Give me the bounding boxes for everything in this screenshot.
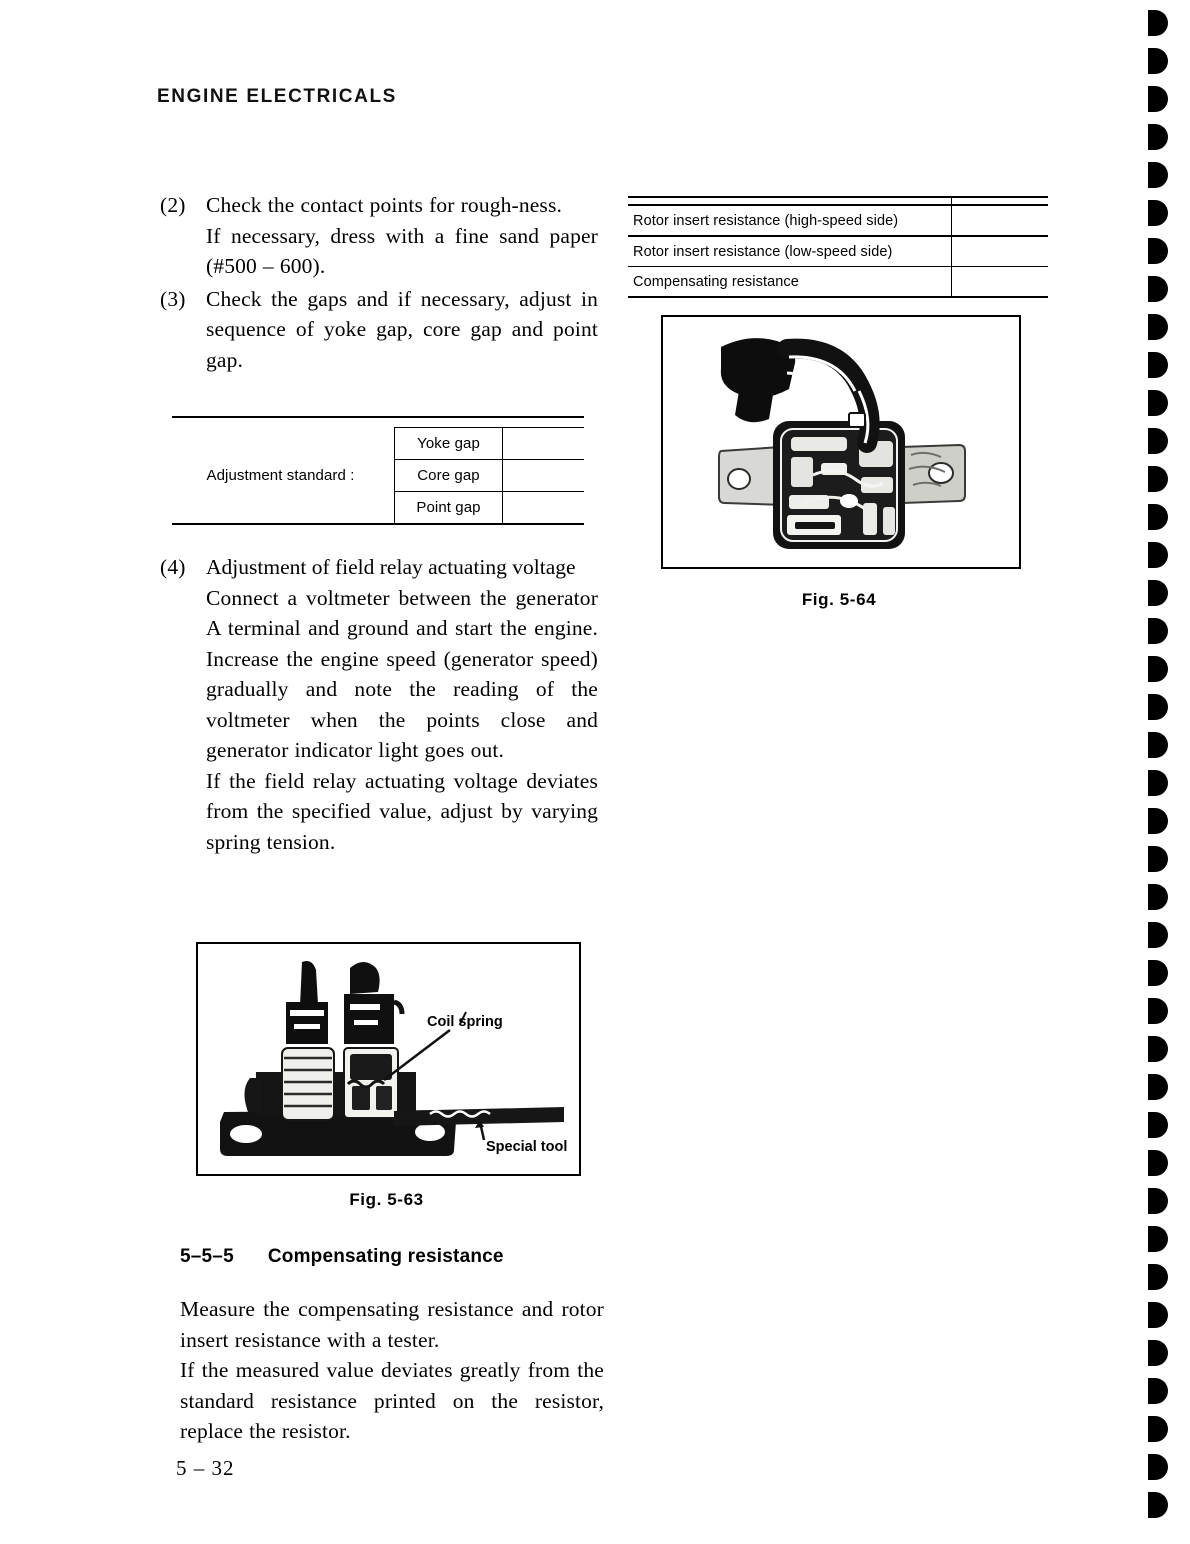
list-item (160, 284, 598, 376)
paragraph: Check the contact points for rough-ness. (206, 193, 562, 217)
gap-value-yoke (503, 428, 585, 460)
binding-hole (1148, 808, 1168, 834)
paragraph: If the field relay actuating voltage deviates from the specified value, adjust by varying spring tension. (206, 768, 598, 854)
binding-hole (1148, 276, 1168, 302)
list-item-body (206, 190, 598, 282)
table-row (172, 428, 584, 460)
binding-hole (1148, 504, 1168, 530)
binding-hole (1148, 238, 1168, 264)
adjustment-standard-table (172, 416, 584, 534)
gap-name-core: Core gap (395, 460, 503, 492)
binding-hole (1148, 960, 1168, 986)
binding-hole (1148, 1112, 1168, 1138)
resistance-label-low-speed: Rotor insert resistance (low-speed side) (628, 236, 952, 267)
paragraph: If necessary, dress with a fine sand paper (#500 – 600). (206, 223, 598, 278)
binding-hole (1148, 1340, 1168, 1366)
list-item-number: (3) (160, 286, 186, 311)
section-heading (180, 1246, 504, 1268)
binding-hole (1148, 1036, 1168, 1062)
paragraph: Measure the compensating resistance and rotor insert resistance with a tester. (180, 1297, 604, 1352)
figure-label-special-tool: Special tool (486, 1139, 568, 1155)
left-text-column (160, 190, 598, 377)
figure-label-coil-spring: Coil spring (427, 1014, 503, 1030)
gap-name-yoke: Yoke gap (395, 428, 503, 460)
binding-hole (1148, 1264, 1168, 1290)
binding-hole (1148, 124, 1168, 150)
page-number: 5 – 32 (176, 1456, 235, 1480)
binding-hole (1148, 1492, 1168, 1518)
binding-hole (1148, 200, 1168, 226)
binding-hole (1148, 1188, 1168, 1214)
list-item-body (206, 284, 598, 376)
binding-hole (1148, 694, 1168, 720)
resistance-label-high-speed: Rotor insert resistance (high-speed side) (628, 205, 952, 236)
table-rule (172, 524, 584, 534)
section-number: 5–5–5 (180, 1246, 234, 1267)
list-item (160, 190, 598, 282)
resistance-value-compensating (952, 267, 1049, 298)
figure-5-63-frame (196, 942, 581, 1176)
paragraph: If the measured value deviates greatly from the standard resistance printed on the resistor, replace the resistor. (180, 1358, 604, 1443)
binding-hole (1148, 656, 1168, 682)
figure-5-63-caption: Fig. 5-63 (349, 1190, 424, 1209)
gap-name-point: Point gap (395, 492, 503, 525)
list-item-number: (4) (160, 555, 186, 579)
table-row (628, 236, 1048, 267)
regulator-photo-illustration (663, 317, 1019, 567)
binding-hole (1148, 1150, 1168, 1176)
binding-hole (1148, 86, 1168, 112)
adjustment-standard-label: Adjustment standard : (172, 428, 395, 525)
resistance-value-low-speed (952, 236, 1049, 267)
binding-hole (1148, 542, 1168, 568)
binding-hole (1148, 1378, 1168, 1404)
section-title: Compensating resistance (267, 1246, 504, 1267)
gap-value-core (503, 460, 585, 492)
table-rule (172, 417, 584, 428)
resistance-table (628, 196, 1048, 298)
binding-hole (1148, 162, 1168, 188)
page-running-head: ENGINE ELECTRICALS (157, 86, 397, 107)
section-body (180, 1294, 604, 1447)
binding-hole (1148, 998, 1168, 1024)
binding-hole (1148, 618, 1168, 644)
binding-hole (1148, 10, 1168, 36)
list-item-body (206, 552, 598, 857)
resistance-value-high-speed (952, 205, 1049, 236)
binding-hole (1148, 1074, 1168, 1100)
binding-hole (1148, 846, 1168, 872)
figure-5-64-caption: Fig. 5-64 (801, 590, 877, 609)
list-item-number: (2) (160, 193, 186, 217)
binding-hole (1148, 466, 1168, 492)
binding-hole (1148, 884, 1168, 910)
binding-hole (1148, 314, 1168, 340)
binding-hole (1148, 1302, 1168, 1328)
resistance-label-compensating: Compensating resistance (628, 267, 952, 298)
paragraph: Check the gaps and if necessary, adjust in sequence of yoke gap, core gap and point gap. (206, 286, 598, 372)
binding-hole (1148, 390, 1168, 416)
table-rule (628, 197, 1048, 205)
paragraph: Adjustment of field relay actuating voltage (206, 555, 576, 579)
list-item (160, 552, 598, 857)
binding-hole (1148, 770, 1168, 796)
binding-hole (1148, 580, 1168, 606)
figure-5-64-frame (661, 315, 1021, 569)
binding-hole (1148, 732, 1168, 758)
binding-hole (1148, 1454, 1168, 1480)
binding-hole (1148, 428, 1168, 454)
binding-hole (1148, 48, 1168, 74)
binding-hole (1148, 1226, 1168, 1252)
paragraph: Connect a voltmeter between the generator A terminal and ground and start the engine. Increase the engine speed (generator speed) gradually and note the reading of the voltmeter when the points close and generator indicator light goes out. (206, 585, 598, 762)
table-row (628, 205, 1048, 236)
left-text-column-lower (160, 552, 598, 859)
binding-hole (1148, 922, 1168, 948)
binding-hole (1148, 352, 1168, 378)
binding-hole (1148, 1416, 1168, 1442)
table-row (628, 267, 1048, 298)
gap-value-point (503, 492, 585, 525)
spiral-binding-strip (1144, 0, 1190, 1544)
